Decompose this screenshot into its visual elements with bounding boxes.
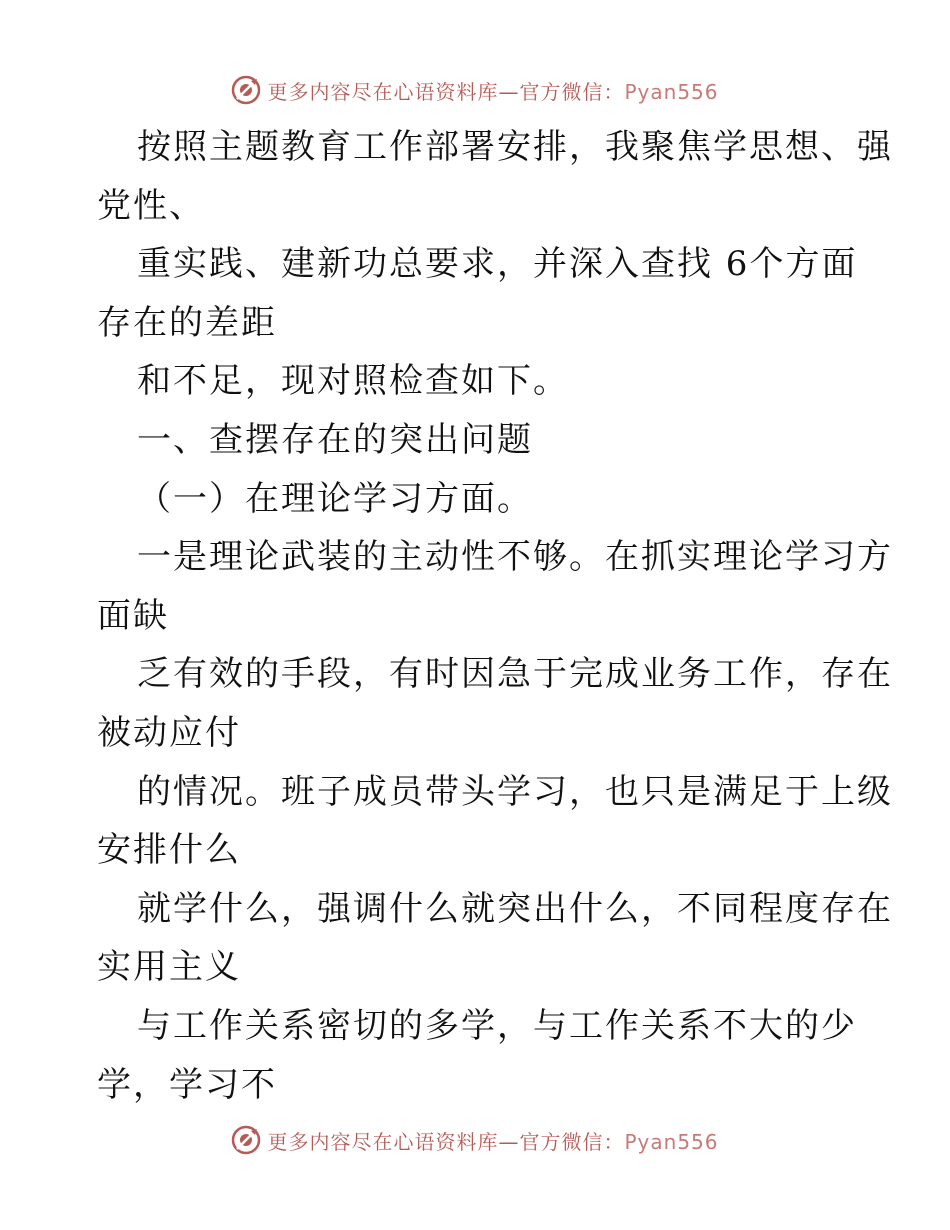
brand-logo-icon (231, 75, 261, 105)
text-line: 实用主义 (97, 947, 241, 988)
text-line: 按照主题教育工作部署安排，我聚焦学思想、强 (137, 127, 893, 167)
banner-official-label: 官方微信： (519, 79, 625, 104)
footer-banner (0, 1120, 950, 1160)
banner-text (267, 76, 718, 105)
text-line: 面缺 (97, 595, 169, 636)
text-line: 乏有效的手段，有时因急于完成业务工作，存在 (137, 654, 893, 695)
banner-handle: Pyan556 (624, 79, 719, 104)
text-line: 一是理论武装的主动性不够。在抓实理论学习方 (137, 537, 893, 578)
text-line: 存在的差距 (97, 302, 277, 343)
document-body (97, 118, 893, 1114)
banner-text (267, 1126, 718, 1155)
banner-separator: — (498, 1129, 520, 1154)
banner-official-label: 官方微信： (519, 1129, 625, 1154)
banner-separator: — (498, 79, 520, 104)
text-line: 党性、 (97, 185, 205, 226)
text-line: 就学什么，强调什么就突出什么，不同程度存在 (137, 888, 893, 929)
text-line: 学，学习不 (97, 1064, 277, 1105)
banner-handle: Pyan556 (624, 1129, 719, 1154)
text-line: 重实践、建新功总要求，并深入查找 6个方面 (137, 244, 858, 285)
text-line: 与工作关系密切的多学，与工作关系不大的少 (137, 1005, 857, 1046)
text-line: 被动应付 (97, 712, 241, 753)
banner-site-text: 更多内容尽在心语资料库 (267, 1129, 499, 1154)
text-line: 的情况。班子成员带头学习，也只是满足于上级 (137, 771, 893, 812)
banner-site-text: 更多内容尽在心语资料库 (267, 79, 499, 104)
text-line: 安排什么 (97, 830, 241, 871)
text-line: 一、查摆存在的突出问题 (137, 419, 533, 460)
brand-logo-icon (231, 1125, 261, 1155)
text-line: 和不足，现对照检查如下。 (137, 361, 569, 402)
text-line: （一）在理论学习方面。 (137, 478, 533, 519)
header-banner (0, 70, 950, 110)
